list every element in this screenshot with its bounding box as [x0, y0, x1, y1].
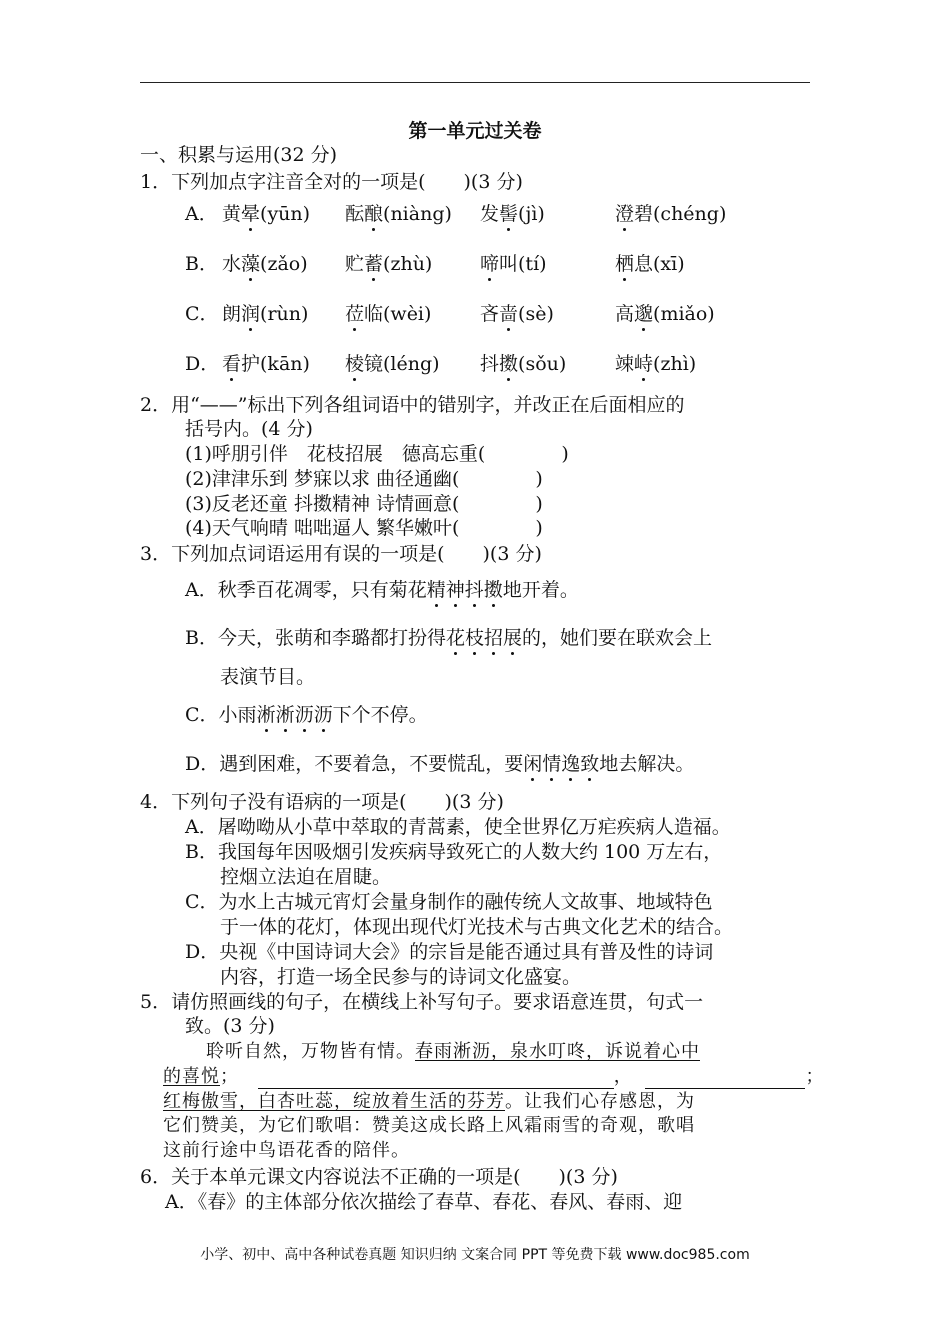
q5-underlined-model-2: 红梅傲雪，白杏吐蕊，绽放着生活的芬芳 [163, 1091, 505, 1112]
q3-c-pre: 小雨 [218, 704, 257, 726]
q5-passage-line4: 它们赞美，为它们歌唱：赞美这成长路上风霜雨雪的奇观，歌唱 [163, 1115, 695, 1136]
q1-dotted-char: 看 [222, 353, 242, 375]
q3-d-label: D． [185, 753, 220, 775]
q1-word [480, 302, 554, 326]
q5-passage-line1 [206, 1040, 700, 1064]
q1-word-pre: 黄 [222, 203, 242, 225]
q5-text-plain-2: 。让我们心存感恩，为 [505, 1091, 695, 1112]
q1-word [222, 302, 308, 326]
q3-b-dotted [446, 627, 522, 649]
q5-underlined-model: 春雨淅沥，泉水叮咚，诉说着心中 [415, 1041, 700, 1062]
q1-word-pre: 水 [222, 253, 242, 275]
q1-word-post: 叫(tí) [499, 253, 547, 275]
q1-word-post: (zhì) [653, 353, 697, 375]
q1-dotted-char: 棱 [345, 353, 365, 375]
q1-dotted-char: 润 [241, 303, 261, 325]
q1-word-post: 临(wèi) [364, 303, 432, 325]
dotted-char: 花 [445, 627, 465, 649]
q1-word-post: (sǒu) [518, 353, 567, 375]
q2-stem-line2: 括号内。(4 分) [185, 418, 313, 440]
q1-word-post: (miǎo) [653, 303, 715, 325]
page-footer: 小学、初中、高中各种试卷真题 知识归纳 文案合同 PPT 等免费下载 www.doc985.com [200, 1247, 750, 1263]
q3-option-c [185, 703, 428, 727]
dotted-char: 逸 [561, 753, 581, 775]
dotted-char: 情 [542, 753, 562, 775]
q1-word-post: 镜(léng) [364, 353, 440, 375]
q4-option-d-line2: 内容，打造一场全民参与的诗词文化盛宴。 [220, 966, 582, 988]
dotted-char: 致 [580, 753, 600, 775]
q3-c-dotted [257, 704, 333, 726]
q6-stem: 6．关于本单元课文内容说法不正确的一项是( )(3 分) [140, 1166, 618, 1188]
q1-word [480, 352, 566, 376]
q5-answer-blank-1[interactable] [258, 1070, 614, 1089]
q1-dotted-char: 晕 [241, 203, 261, 225]
q1-word [345, 352, 440, 376]
q1-word [222, 252, 308, 276]
q1-dotted-char: 邈 [634, 303, 654, 325]
dotted-char: 招 [484, 627, 504, 649]
q3-option-a [185, 578, 579, 602]
exam-title: 第一单元过关卷 [408, 120, 542, 142]
q1-word-post: (sè) [518, 303, 554, 325]
q5-stem-line1: 5．请仿照画线的句子，在横线上补写句子。要求语意连贯，句式一 [140, 991, 704, 1013]
q5-text-plain: 聆听自然，万物皆有情。 [206, 1041, 415, 1062]
q1-word-post: (yūn) [260, 203, 311, 225]
q5-comma: ， [613, 1066, 633, 1087]
q1-word [615, 252, 685, 276]
q1-option-label: C． [185, 303, 219, 325]
q1-dotted-char: 蓄 [364, 253, 384, 275]
q1-option-label: B． [185, 253, 218, 275]
q1-dotted-char: 澄 [615, 203, 635, 225]
q1-word-post: (niàng) [383, 203, 452, 225]
q1-word-post: 碧(chéng) [634, 203, 727, 225]
q3-c-label: C． [185, 704, 219, 726]
q1-dotted-char: 莅 [345, 303, 365, 325]
q5-semicolon-1: ； [220, 1066, 239, 1087]
q1-word [345, 252, 432, 276]
q1-word-pre: 朗 [222, 303, 242, 325]
q1-word [345, 302, 431, 326]
q1-word-post: (zǎo) [260, 253, 308, 275]
q3-option-d [185, 752, 694, 776]
q1-word-pre: 酝 [345, 203, 365, 225]
q3-d-dotted [523, 753, 599, 775]
q4-option-b-line1: B．我国每年因吸烟引发疾病导致死亡的人数大约 100 万左右， [185, 841, 723, 863]
q3-stem: 3．下列加点词语运用有误的一项是( )(3 分) [140, 543, 542, 565]
q1-dotted-char: 髻 [499, 203, 519, 225]
q1-word [480, 202, 545, 226]
q1-dotted-char: 峙 [634, 353, 654, 375]
q1-word [480, 252, 547, 276]
q1-word-pre: 贮 [345, 253, 365, 275]
q1-dotted-char: 啬 [499, 303, 519, 325]
dotted-char: 淅 [275, 704, 295, 726]
q1-word-pre: 抖 [480, 353, 500, 375]
q2-group-2: (2)津津乐到 梦寐以求 曲径通幽( ) [185, 468, 543, 490]
q1-word [615, 202, 726, 226]
q1-word [222, 352, 310, 376]
q2-group-4: (4)天气响晴 咄咄逼人 繁华嫩叶( ) [185, 517, 543, 539]
q4-option-d-line1: D．央视《中国诗词大会》的宗旨是能否通过具有普及性的诗词 [185, 941, 714, 963]
dotted-char: 神 [445, 579, 465, 601]
q1-word [345, 202, 452, 226]
q5-semicolon-2: ； [805, 1066, 825, 1087]
dotted-char: 淅 [256, 704, 276, 726]
q3-d-post: 地去解决。 [599, 753, 695, 775]
q5-underlined-model-end: 的喜悦 [163, 1066, 220, 1087]
q1-dotted-char: 擞 [499, 353, 519, 375]
q3-a-post: 地开着。 [502, 579, 579, 601]
q4-option-c-line1: C．为水上古城元宵灯会量身制作的融传统人文故事、地域特色 [185, 891, 713, 913]
q6-option-a: A．《春》的主体部分依次描绘了春草、春花、春风、春雨、迎 [165, 1191, 683, 1213]
q1-word-post: 护(kān) [241, 353, 310, 375]
q3-b-post: 的，她们要在联欢会上 [522, 627, 713, 649]
q1-word-post: (jì) [518, 203, 545, 225]
q2-group-1: (1)呼朋引伴 花枝招展 德高忘重( ) [185, 443, 569, 465]
q1-word [222, 202, 310, 226]
q4-option-a: A．屠呦呦从小草中萃取的青蒿素，使全世界亿万疟疾病人造福。 [185, 816, 731, 838]
q2-group-3: (3)反老还童 抖擞精神 诗情画意( ) [185, 493, 543, 515]
q1-dotted-char: 藻 [241, 253, 261, 275]
dotted-char: 展 [503, 627, 523, 649]
q1-option-label: A． [185, 203, 218, 225]
dotted-char: 沥 [294, 704, 314, 726]
q4-stem: 4．下列句子没有语病的一项是( )(3 分) [140, 791, 504, 813]
q1-word-post: (zhù) [383, 253, 433, 275]
q1-word-pre: 竦 [615, 353, 635, 375]
dotted-char: 精 [426, 579, 446, 601]
q5-passage-line5: 这前行途中鸟语花香的陪伴。 [163, 1140, 410, 1161]
q1-word-pre: 吝 [480, 303, 500, 325]
q5-stem-line2: 致。(3 分) [185, 1015, 275, 1037]
q3-a-dotted [427, 579, 503, 601]
q1-word [615, 302, 715, 326]
q3-b-label: B． [185, 627, 218, 649]
q1-word-pre: 发 [480, 203, 500, 225]
q3-option-b [185, 626, 712, 650]
q1-dotted-char: 啼 [480, 253, 500, 275]
dotted-char: 沥 [313, 704, 333, 726]
q3-a-label: A． [185, 579, 218, 601]
q1-stem: 1．下列加点字注音全对的一项是( )(3 分) [140, 171, 523, 193]
dotted-char: 抖 [464, 579, 484, 601]
q5-passage-line2 [163, 1065, 824, 1089]
dotted-char: 闲 [523, 753, 543, 775]
q4-option-b-line2: 控烟立法迫在眉睫。 [220, 866, 392, 888]
q1-dotted-char: 栖 [615, 253, 635, 275]
q5-answer-blank-2[interactable] [645, 1070, 805, 1089]
q1-option-label: D． [185, 353, 220, 375]
q1-word-pre: 高 [615, 303, 635, 325]
q3-c-post: 下个不停。 [332, 704, 428, 726]
q1-word-post: (rùn) [260, 303, 309, 325]
dotted-char: 擞 [483, 579, 503, 601]
q1-dotted-char: 酿 [364, 203, 384, 225]
q5-passage-line3 [163, 1090, 695, 1114]
q1-word [615, 352, 696, 376]
q3-option-b-cont: 表演节目。 [220, 666, 316, 688]
q3-d-pre: 遇到困难，不要着急，不要慌乱，要 [219, 753, 524, 775]
q1-word-post: 息(xī) [634, 253, 685, 275]
dotted-char: 枝 [465, 627, 485, 649]
q3-b-pre: 今天，张萌和李璐都打扮得 [217, 627, 446, 649]
top-rule [140, 82, 810, 83]
section-heading: 一、积累与运用(32 分) [140, 144, 338, 166]
q4-option-c-line2: 于一体的花灯，体现出现代灯光技术与古典文化艺术的结合。 [220, 916, 734, 938]
q2-stem-line1: 2．用“——”标出下列各组词语中的错别字，并改正在后面相应的 [140, 394, 685, 416]
q3-a-pre: 秋季百花凋零，只有菊花 [217, 579, 427, 601]
